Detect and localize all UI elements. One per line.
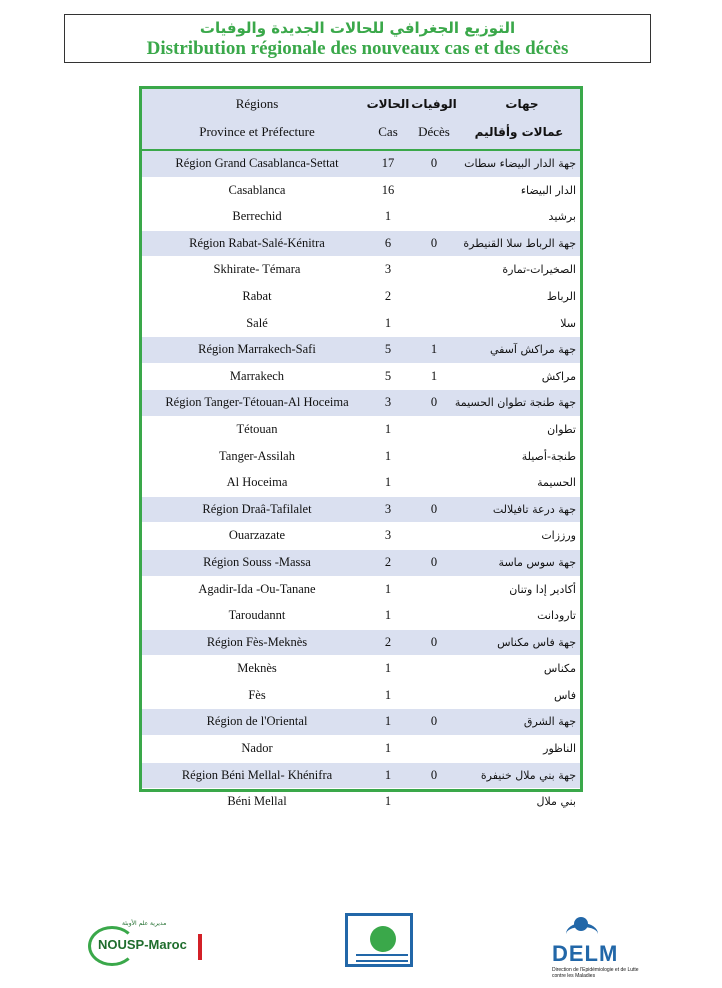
header-jihat-ar: جهات: [505, 97, 539, 111]
cell-cas: 1: [384, 581, 392, 596]
nousp-wordmark: NOUSP-Maroc: [98, 937, 187, 952]
nousp-red-bar: [198, 934, 202, 960]
cell-deces: [414, 204, 454, 230]
province-row: [142, 788, 580, 815]
cell-name: Taroudannt: [228, 608, 286, 623]
cell-name: Nador: [241, 741, 273, 756]
cell-deces: [414, 311, 454, 337]
region-row: [142, 549, 580, 576]
cell-arabic-name: برشيد: [548, 210, 576, 224]
cell-arabic-name: جهة فاس مكناس: [497, 635, 576, 649]
region-row: [142, 151, 580, 177]
header-provinces-ar: عمالات وأقاليم: [474, 125, 564, 139]
table-header: [142, 89, 580, 151]
cell-deces: [414, 683, 454, 709]
cell-arabic-name: فاس: [553, 688, 576, 702]
cell-cas: 1: [384, 421, 392, 436]
cell-cas: 5: [384, 368, 392, 383]
cell-arabic-name: جهة بني ملال خنيفرة: [480, 768, 576, 782]
cell-deces: 0: [430, 395, 438, 410]
cell-arabic-name: الحسيمة: [537, 476, 576, 490]
ministry-line-icon: [356, 954, 408, 956]
province-row: [142, 655, 580, 682]
cell-arabic-name: الناظور: [543, 742, 576, 756]
cell-deces: [414, 523, 454, 549]
cell-deces: [414, 736, 454, 762]
title-arabic: التوزيع الجغرافي للحالات الجديدة والوفيات: [199, 19, 516, 37]
cell-deces: 0: [430, 235, 438, 250]
cell-cas: 16: [381, 182, 395, 197]
cell-deces: [414, 656, 454, 682]
cell-name: Al Hoceima: [226, 475, 288, 490]
cell-name: Région Tanger-Tétouan-Al Hoceima: [165, 395, 349, 410]
cell-deces: 0: [430, 767, 438, 782]
cell-deces: [414, 577, 454, 603]
ministry-line-icon: [356, 960, 408, 962]
ministry-frame-icon: [345, 913, 413, 967]
delm-wordmark: DELM: [552, 941, 619, 966]
cell-name: Salé: [246, 315, 268, 330]
cell-arabic-name: مراكش: [541, 369, 576, 383]
cell-deces: [414, 470, 454, 496]
cell-cas: 1: [384, 448, 392, 463]
province-row: [142, 576, 580, 603]
cell-name: Skhirate- Témara: [213, 262, 301, 277]
region-row: [142, 230, 580, 257]
cell-deces: [414, 257, 454, 283]
region-row: [142, 629, 580, 656]
ministry-circle-icon: [370, 926, 396, 952]
province-row: [142, 416, 580, 443]
cell-cas: 2: [384, 554, 392, 569]
cell-name: Fès: [248, 687, 266, 702]
cell-name: Béni Mellal: [227, 794, 287, 809]
cell-arabic-name: طنجة-أصيلة: [521, 449, 576, 463]
title-box: [64, 14, 651, 63]
cell-arabic-name: جهة الرباط سلا القنيطرة: [463, 236, 576, 250]
cell-arabic-name: الصخيرات-تمارة: [502, 263, 576, 277]
delm-subtitle: Direction de l'Epidémiologie et de Lutte contre les Maladies: [552, 967, 639, 979]
cell-name: Région Souss -Massa: [203, 554, 311, 569]
cell-arabic-name: جهة طنجة تطوان الحسيمة: [454, 396, 576, 410]
cell-deces: 0: [430, 501, 438, 516]
ministry-logo: [345, 913, 415, 975]
cell-arabic-name: الدار البيضاء: [520, 183, 576, 197]
cell-cas: 1: [384, 209, 392, 224]
cell-name: Ouarzazate: [228, 528, 286, 543]
cell-deces: [414, 444, 454, 470]
cell-name: Berrechid: [232, 209, 282, 224]
cell-deces: 1: [430, 368, 438, 383]
cell-name: Région Marrakech-Safi: [198, 342, 316, 357]
cell-name: Rabat: [242, 288, 272, 303]
cell-deces: [414, 284, 454, 310]
footer-logos: [0, 905, 722, 985]
cell-arabic-name: تارودانت: [537, 609, 576, 623]
cell-name: Région Draâ-Tafilalet: [202, 501, 312, 516]
province-row: [142, 310, 580, 337]
cell-cas: 1: [384, 475, 392, 490]
header-deces-fr: Décès: [418, 124, 450, 139]
cell-deces: 0: [430, 156, 438, 170]
cell-name: Région de l'Oriental: [206, 714, 308, 729]
cell-cas: 3: [384, 528, 392, 543]
cell-cas: 1: [384, 741, 392, 756]
distribution-table: [139, 86, 583, 809]
cell-cas: 3: [384, 262, 392, 277]
delm-logo: [552, 915, 642, 985]
header-province: Province et Préfecture: [199, 124, 315, 139]
cell-cas: 1: [384, 794, 392, 809]
cell-cas: 1: [384, 608, 392, 623]
cell-name: Région Fès-Meknès: [206, 634, 308, 649]
cell-arabic-name: جهة الدار البيضاء سطات: [464, 157, 576, 170]
cell-deces: [414, 789, 454, 815]
cell-cas: 1: [384, 687, 392, 702]
nousp-logo: [88, 920, 206, 968]
province-row: [142, 256, 580, 283]
cell-arabic-name: الرباط: [546, 289, 576, 303]
cell-arabic-name: بني ملال: [536, 795, 576, 809]
cell-arabic-name: جهة درعة تافيلالت: [492, 502, 576, 516]
cell-cas: 2: [384, 288, 392, 303]
province-row: [142, 735, 580, 762]
cell-cas: 1: [384, 315, 392, 330]
province-row: [142, 203, 580, 230]
cell-arabic-name: مكناس: [543, 662, 576, 676]
region-row: [142, 762, 580, 789]
cell-deces: 0: [430, 554, 438, 569]
cell-cas: 1: [384, 661, 392, 676]
cell-cas: 6: [384, 235, 392, 250]
cell-arabic-name: جهة سوس ماسة: [498, 555, 576, 569]
cell-cas: 2: [384, 634, 392, 649]
province-row: [142, 363, 580, 390]
cell-cas: 17: [381, 156, 395, 170]
cell-arabic-name: تطوان: [547, 422, 576, 436]
cell-name: Tétouan: [236, 421, 278, 436]
province-row: [142, 177, 580, 204]
province-row: [142, 602, 580, 629]
cell-name: Marrakech: [229, 368, 285, 383]
cell-deces: 0: [430, 634, 438, 649]
region-row: [142, 708, 580, 735]
header-cas-ar: الحالات: [366, 97, 410, 111]
region-row: [142, 336, 580, 363]
cell-deces: 1: [430, 342, 438, 357]
region-row: [142, 389, 580, 416]
province-row: [142, 283, 580, 310]
cell-deces: [414, 417, 454, 443]
header-deces-ar: الوفيات: [411, 97, 457, 111]
cell-deces: [414, 178, 454, 204]
cell-arabic-name: سلا: [560, 316, 576, 330]
cell-cas: 5: [384, 342, 392, 357]
header-regions: Régions: [235, 96, 279, 111]
cell-name: Tanger-Assilah: [219, 448, 295, 463]
cell-name: Région Grand Casablanca-Settat: [175, 156, 339, 170]
table-body: [142, 151, 580, 815]
cell-cas: 1: [384, 714, 392, 729]
cell-name: Agadir-Ida -Ou-Tanane: [198, 581, 316, 596]
cell-name: Casablanca: [228, 182, 286, 197]
cell-name: Région Béni Mellal- Khénifra: [181, 767, 333, 782]
cell-arabic-name: ورززات: [541, 529, 576, 543]
cell-deces: 0: [430, 714, 438, 729]
cell-deces: [414, 603, 454, 629]
province-row: [142, 443, 580, 470]
nousp-arabic-caption: مديرية علم الأوبئة: [122, 920, 167, 927]
title-french: Distribution régionale des nouveaux cas et des décès: [146, 38, 569, 59]
header-cas-fr: Cas: [378, 124, 398, 139]
cell-arabic-name: جهة مراكش آسفي: [489, 343, 576, 357]
province-row: [142, 469, 580, 496]
cell-cas: 3: [384, 501, 392, 516]
province-row: [142, 522, 580, 549]
cell-cas: 1: [384, 767, 392, 782]
cell-arabic-name: جهة الشرق: [523, 715, 576, 729]
region-row: [142, 496, 580, 523]
cell-arabic-name: أكادير إدا وتنان: [509, 582, 576, 596]
cell-name: Meknès: [237, 661, 277, 676]
province-row: [142, 682, 580, 709]
cell-cas: 3: [384, 395, 392, 410]
cell-name: Région Rabat-Salé-Kénitra: [189, 235, 325, 250]
